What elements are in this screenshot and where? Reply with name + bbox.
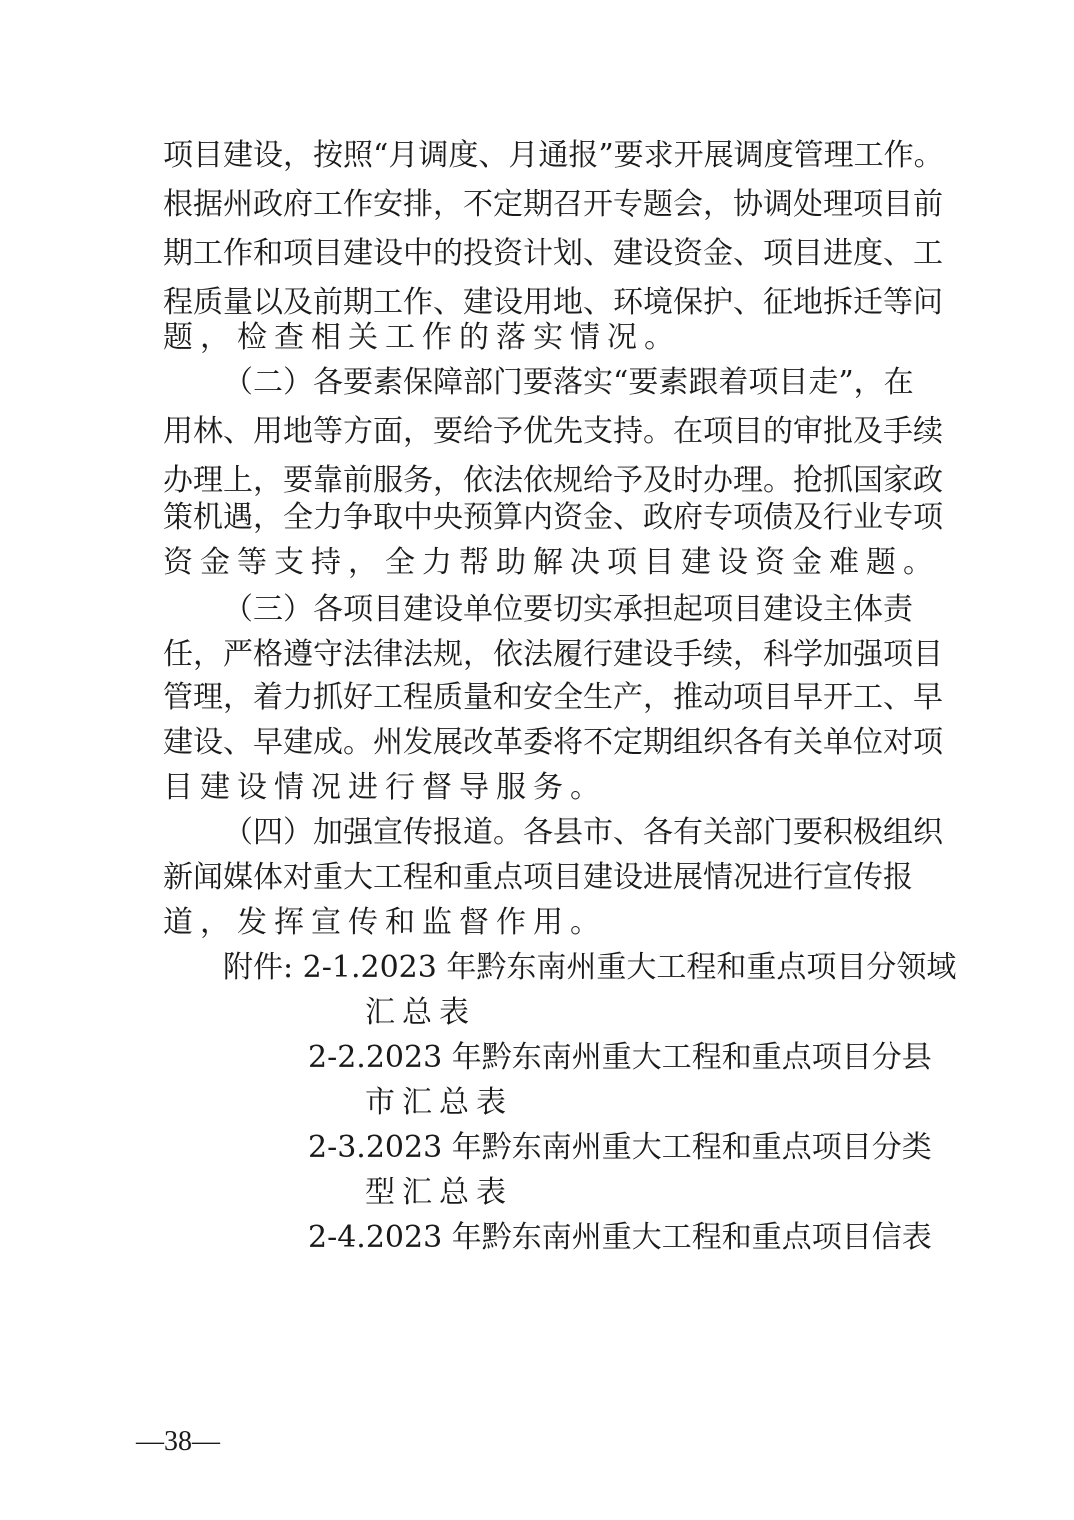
paragraph-line: 策机遇，全力争取中央预算内资金、政府专项债及行业专项 bbox=[163, 500, 943, 535]
attachment-item: 附件: 2-1.2023 年黔东南州重大工程和重点项目分领域 bbox=[223, 950, 957, 985]
attachment-item: 2-4.2023 年黔东南州重大工程和重点项目信表 bbox=[308, 1220, 932, 1255]
attachment-item-continuation: 型汇总表 bbox=[365, 1175, 513, 1210]
attachment-item-continuation: 市汇总表 bbox=[365, 1085, 513, 1120]
paragraph-line: 目建设情况进行督导服务。 bbox=[163, 770, 607, 805]
paragraph-line: 资金等支持，全力帮助解决项目建设资金难题。 bbox=[163, 545, 940, 580]
page-number: —38— bbox=[136, 1426, 220, 1457]
paragraph-line: 根据州政府工作安排，不定期召开专题会，协调处理项目前 bbox=[163, 187, 943, 222]
paragraph-line: 用林、用地等方面，要给予优先支持。在项目的审批及手续 bbox=[163, 414, 943, 449]
paragraph-line: 项目建设，按照“月调度、月通报”要求开展调度管理工作。 bbox=[163, 138, 944, 173]
paragraph-line: 道，发挥宣传和监督作用。 bbox=[163, 905, 607, 940]
attachment-item-continuation: 汇总表 bbox=[365, 995, 476, 1030]
paragraph-line: （四）加强宣传报道。各县市、各有关部门要积极组织 bbox=[223, 815, 943, 850]
paragraph-line: 任，严格遵守法律法规，依法履行建设手续，科学加强项目 bbox=[163, 637, 943, 672]
attachment-item: 2-3.2023 年黔东南州重大工程和重点项目分类 bbox=[308, 1130, 932, 1165]
paragraph-line: 题，检查相关工作的落实情况。 bbox=[163, 320, 681, 355]
paragraph-line: 新闻媒体对重大工程和重点项目建设进展情况进行宣传报 bbox=[163, 860, 913, 895]
paragraph-line: 管理，着力抓好工程质量和安全生产，推动项目早开工、早 bbox=[163, 680, 943, 715]
attachment-item: 2-2.2023 年黔东南州重大工程和重点项目分县 bbox=[308, 1040, 932, 1075]
paragraph-line: 办理上，要靠前服务，依法依规给予及时办理。抢抓国家政 bbox=[163, 463, 943, 498]
paragraph-line: 期工作和项目建设中的投资计划、建设资金、项目进度、工 bbox=[163, 236, 943, 271]
paragraph-line: （二）各要素保障部门要落实“要素跟着项目走”，在 bbox=[223, 365, 914, 400]
paragraph-line: 程质量以及前期工作、建设用地、环境保护、征地拆迁等问 bbox=[163, 285, 943, 320]
paragraph-line: 建设、早建成。州发展改革委将不定期组织各有关单位对项 bbox=[163, 725, 943, 760]
paragraph-line: （三）各项目建设单位要切实承担起项目建设主体责 bbox=[223, 592, 913, 627]
